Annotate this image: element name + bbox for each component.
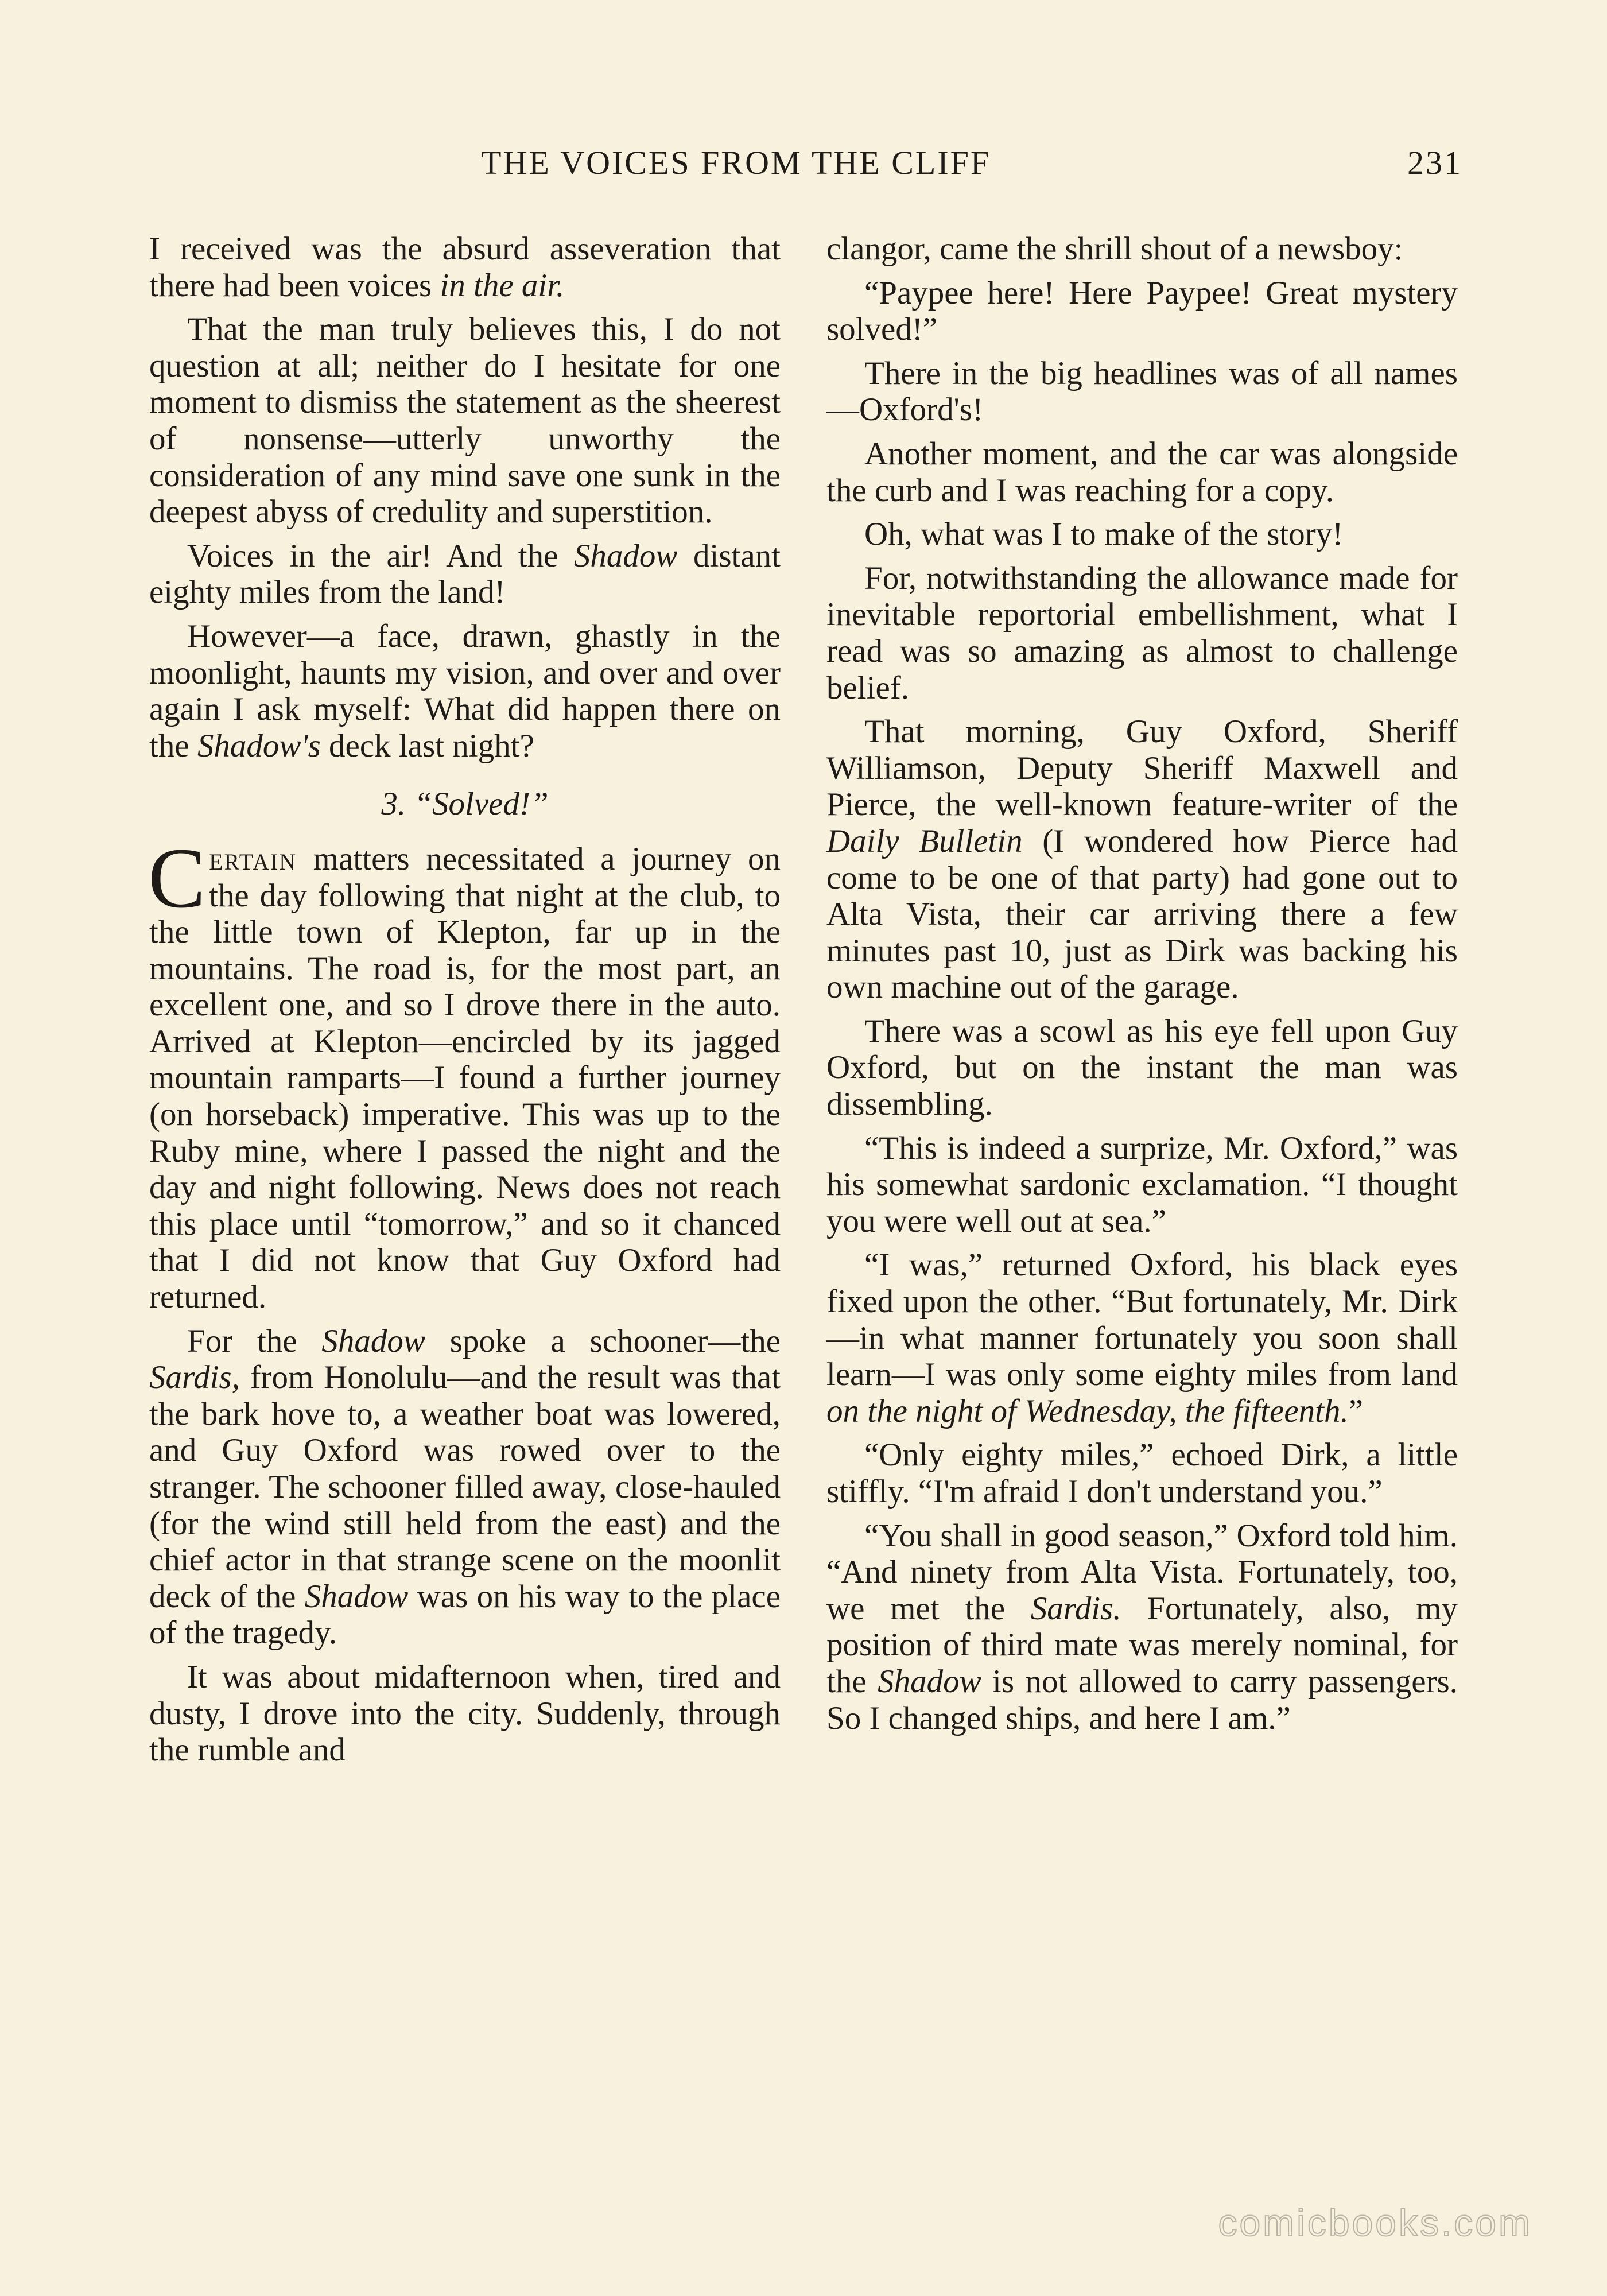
- paragraph: Oh, what was I to make of the story!: [864, 516, 1344, 553]
- watermark-logo: comicbooks.com: [1218, 2201, 1532, 2244]
- paragraph: I received was the absurd asseveration that there had been voices in the air.: [149, 231, 781, 304]
- paragraph: clangor, came the shrill shout of a newsboy:: [826, 231, 1403, 267]
- paragraph: “Only eighty miles,” echoed Dirk, a little stiffly. “I'm afraid I don't understand you.”: [826, 1437, 1458, 1510]
- paragraph: “Paypee here! Here Paypee! Great mystery solved!”: [826, 274, 1458, 348]
- paragraph: “You shall in good season,” Oxford told him. “And ninety from Alta Vista. Fortunately, too, we met the Sardis. Fortunately, also, my position of third mate was merely nominal, for the Shadow is not allowed to carry passengers. So I changed ships, and here I am.”: [826, 1517, 1458, 1736]
- paragraph: Voices in the air! And the Shadow distant eighty miles from the land!: [149, 537, 781, 611]
- paragraph: “I was,” returned Oxford, his black eyes fixed upon the other. “But fortunately, Mr. Dirk—in what manner fortunately you soon shall learn—I was only some eighty miles from land on the night of Wednesday, the fifteenth.”: [826, 1247, 1458, 1429]
- drop-cap: C: [148, 830, 206, 926]
- paragraph: For the Shadow spoke a schooner—the Sardis, from Honolulu—and the result was that the bark hove to, a weather boat was lowered, and Guy Oxford was rowed over to the stranger. The schooner filled away, close-hauled (for the wind still held from the east) and the chief actor in that strange scene on the moonlit deck of the Shadow was on his way to the place of the tragedy.: [149, 1322, 781, 1651]
- paragraph: That morning, Guy Oxford, Sheriff Williamson, Deputy Sheriff Maxwell and Pierce, the well-known feature-writer of the Daily Bulletin (I wondered how Pierce had come to be one of that party) had gone out to Alta Vista, their car arriving there a few minutes past 10, just as Dirk was backing his own machine out of the garage.: [826, 713, 1458, 1006]
- paragraph: There in the big headlines was of all names—Oxford's!: [826, 355, 1458, 428]
- paragraph: That the man truly believes this, I do not question at all; neither do I hesitate for one moment to dismiss the statement as the sheerest of nonsense—utterly unworthy the consideration of any mind save one sunk in the deepest abyss of credulity and superstition.: [149, 311, 781, 530]
- page-number: 231: [1407, 144, 1462, 181]
- paragraph: “This is indeed a surprize, Mr. Oxford,” was his somewhat sardonic exclamation. “I thought you were well out at sea.”: [826, 1130, 1458, 1239]
- running-header: [148, 144, 1462, 189]
- left-column: [149, 231, 781, 1776]
- paragraph: There was a scowl as his eye fell upon Guy Oxford, but on the instant the man was dissembling.: [826, 1013, 1458, 1123]
- paragraph: Another moment, and the car was alongside the curb and I was reaching for a copy.: [826, 435, 1458, 509]
- paragraph: Certain matters necessitated a journey on the day following that night at the club, to the little town of Klepton, far up in the mountains. The road is, for the most part, an excellent one, and so I drove there in the auto. Arrived at Klepton—encircled by its jagged mountain ramparts—I found a further journey (on horseback) imperative. This was up to the Ruby mine, where I passed the night and the day and night following. News does not reach this place until “tomorrow,” and so it chanced that I did not know that Guy Oxford had returned.: [148, 830, 781, 1316]
- section-heading: 3. “Solved!”: [381, 786, 549, 823]
- paragraph: However—a face, drawn, ghastly in the moonlight, haunts my vision, and over and over again I ask myself: What did happen there on the Shadow's deck last night?: [149, 618, 781, 764]
- paragraph: For, notwithstanding the allowance made for inevitable reportorial embellishment, what I read was so amazing as almost to challenge belief.: [826, 560, 1458, 706]
- right-column: [826, 231, 1458, 1744]
- running-title: THE VOICES FROM THE CLIFF: [481, 144, 991, 181]
- paragraph: It was about midafternoon when, tired and dusty, I drove into the city. Suddenly, through the rumble and: [149, 1658, 781, 1768]
